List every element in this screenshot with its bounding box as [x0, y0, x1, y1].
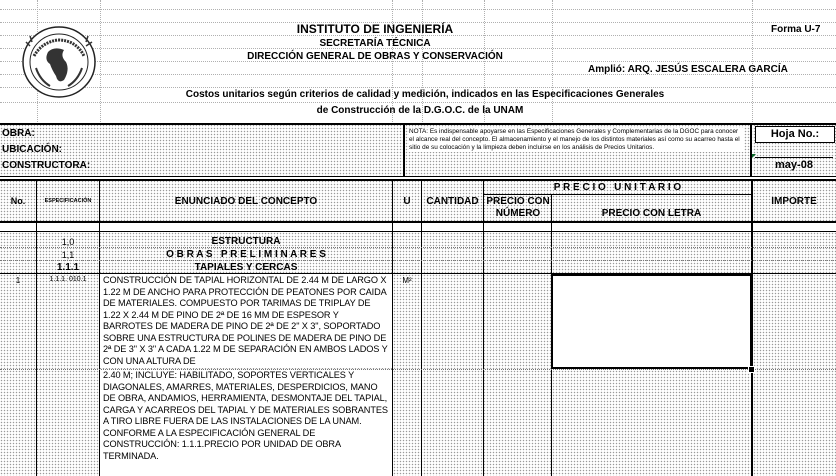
- nota-text: NOTA: Es indispensable apoyarse en las Especificaciones Generales y Complementarias de la DGOC para conocer el alcance real del concepto. El almacenamiento y el manejo de los distintos materiales así como su acarreo hasta el sitio de su colocación y la limpieza deben incluirse en los análisis de Precios Unitarios.: [409, 128, 744, 152]
- col-importe: IMPORTE: [771, 196, 817, 207]
- precio-numero-cell[interactable]: [484, 274, 551, 369]
- obra-fields[interactable]: [100, 127, 390, 173]
- col-precio-letra: PRECIO CON LETRA: [601, 208, 702, 219]
- col-especificacion: ESPECIFICACIÓN: [44, 198, 92, 204]
- fecha-box[interactable]: [755, 157, 833, 173]
- secretaria-title: SECRETARÍA TÉCNICA: [319, 38, 431, 49]
- form-id: Forma U-7: [771, 24, 821, 35]
- subtitle-line2: de Construcción de la D.G.O.C. de la UNAM: [316, 105, 524, 116]
- col-cantidad: CANTIDAD: [426, 196, 479, 207]
- col-precio-numero-1: PRECIO CON: [486, 196, 550, 207]
- hoja-label: Hoja No.:: [770, 128, 820, 140]
- row-spec: 1.1.1: [56, 262, 80, 273]
- cantidad-cell[interactable]: [422, 274, 483, 369]
- constructora-label: CONSTRUCTORA:: [2, 160, 91, 171]
- obra-label: OBRA:: [2, 128, 35, 139]
- col-unidad: U: [403, 196, 411, 207]
- item-unit: M²: [402, 276, 412, 285]
- ubicacion-label: UBICACIÓN:: [2, 144, 62, 155]
- precio-letra-cell-selected[interactable]: [551, 274, 752, 369]
- row-spec: 1,0: [61, 237, 75, 247]
- item-text-b: 2.40 M; INCLUYE: HABILITADO, SOPORTES VERTICALES Y DIAGONALES, AMARRES, MATERIALES, DESPERDICIOS, MANO DE OBRA, ANDAMIOS, HERRAMIENTA, DESMONTAJE DEL TAPIAL, CARGA Y ACARREOS DEL TAPIAL Y DE MATERIALES SOBRANTES A TIRO LIBRE FUERA DE LAS INSTALACIONES DE LA UNAM. CONFORME A LA ESPECIFICACIÓN GENERAL DE CONSTRUCCIÓN: 1.1.1.PRECIO POR UNIDAD DE OBRA TERMINADA.: [103, 370, 388, 461]
- hoja-box[interactable]: [755, 126, 835, 143]
- row-text: TAPIALES Y CERCAS: [194, 262, 298, 273]
- col-precio-unitario: P R E C I O U N I T A R I O: [553, 182, 682, 193]
- institute-title: INSTITUTO DE INGENIERÍA: [296, 22, 454, 36]
- row-text: O B R A S P R E L I M I N A R E S: [166, 249, 326, 260]
- amplio-credit: Amplió: ARQ. JESÚS ESCALERA GARCÍA: [588, 64, 788, 75]
- subtitle-line1: Costos unitarios según criterios de calidad y medición, indicados en las Especificaciones Generales: [185, 89, 665, 100]
- item-spec: 1.1.1. 010.1: [49, 276, 87, 283]
- row-text: ESTRUCTURA: [211, 236, 281, 247]
- row-spec: 1,1: [61, 250, 75, 260]
- col-no: No.: [10, 196, 26, 206]
- col-enunciado: ENUNCIADO DEL CONCEPTO: [174, 196, 318, 207]
- col-precio-numero-2: NÚMERO: [495, 208, 541, 219]
- importe-cell[interactable]: [752, 274, 836, 369]
- item-description-cont: [100, 370, 392, 476]
- item-no: 1: [15, 276, 21, 285]
- comment-marker-icon: [752, 154, 756, 158]
- fecha-value: may-08: [775, 159, 813, 171]
- item-description: [100, 274, 392, 368]
- direccion-title: DIRECCIÓN GENERAL DE OBRAS Y CONSERVACIÓN: [247, 51, 503, 62]
- item-text-a: CONSTRUCCIÓN DE TAPIAL HORIZONTAL DE 2.44 M DE LARGO X 1.22 M DE ANCHO PARA PROTECCIÓN DE PEATONES POR CAIDA DE MATERIALES. COMPUESTO POR TARIMAS DE TRIPLAY DE 1.22 X 2.44 M DE PINO DE 2ª DE 16 MM DE ESPESOR Y BARROTES DE MADERA DE PINO DE 2ª DE 2" X 3", SOPORTADO SOBRE UNA ESTRUCTURA DE POLINES DE MADERA DE PINO DE 2ª DE 3" X 3" A CADA 1.22 M DE SEPARACIÓN EN AMBOS LADOS Y CON UNA ALTURA DE: [103, 275, 388, 366]
- unam-seal-logo: [20, 24, 98, 100]
